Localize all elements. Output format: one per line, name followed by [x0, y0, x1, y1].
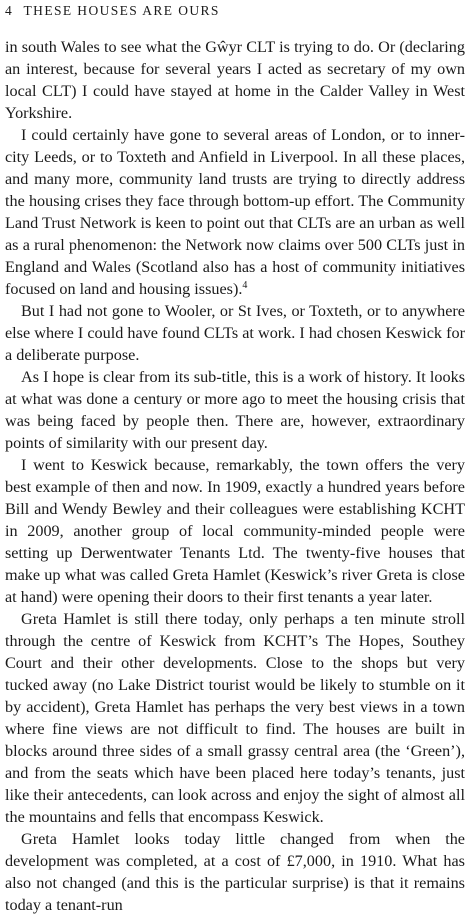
- paragraph-7: [5, 828, 465, 916]
- footnote-marker[interactable]: 4: [242, 280, 248, 291]
- paragraph-7-text: Greta Hamlet looks today little changed from when the development was completed, at a cost of £7,000, in 1910. What has also not changed (and this is the particular surprise) is that it remains today a tenant-run: [5, 830, 465, 914]
- paragraph-2: [5, 124, 465, 300]
- paragraph-4-text: As I hope is clear from its sub-title, this is a work of history. It looks at what was done a century or more ago to meet the housing crisis that was being faced by people then. There are, however, extraordinary points of similarity with our present day.: [5, 368, 465, 452]
- body-text: [5, 36, 465, 916]
- paragraph-6-text: Greta Hamlet is still there today, only perhaps a ten minute stroll through the centre of Keswick from KCHT’s The Hopes, Southey Court and their other developments. Close to the shops but very tucked away (no Lake District tourist would be likely to stumble on it by accident), Greta Hamlet has perhaps the very best views in a town where fine views are not difficult to find. The houses are built in blocks around three sides of a small grassy central area (the ‘Green’), and from the seats which have been placed here today’s tenants, just like their antecedents, can look across and enjoy the sight of almost all the mountains and fells that encompass Keswick.: [5, 610, 465, 826]
- paragraph-5: [5, 454, 465, 608]
- paragraph-3: [5, 300, 465, 366]
- paragraph-5-text: I went to Keswick because, remarkably, the town offers the very best example of then and now. In 1909, exactly a hundred years before Bill and Wendy Bewley and their colleagues were establishing KCHT in 2009, another group of local community-minded people were setting up Derwentwater Tenants Ltd. The twenty-five houses that make up what was called Greta Hamlet (Keswick’s river Greta is close at hand) were opening their doors to their first tenants a year later.: [5, 456, 465, 606]
- paragraph-1-text: in south Wales to see what the Gŵyr CLT is trying to do. Or (declaring an interest, because for several years I acted as secretary of my own local CLT) I could have stayed at home in the Calder Valley in West Yorkshire.: [5, 38, 465, 122]
- book-page: [5, 0, 465, 914]
- paragraph-6: [5, 608, 465, 828]
- paragraph-2-text: I could certainly have gone to several areas of London, or to inner-city Leeds, or to Toxteth and Anfield in Liverpool. In all these places, and many more, community land trusts are trying to directly address the housing crises they face through bottom-up effort. The Community Land Trust Network is keen to point out that CLTs are an urban as well as a rural phenomenon: the Network now claims over 500 CLTs just in England and Wales (Scotland also has a host of community initiatives focused on land and housing issues).: [5, 126, 465, 298]
- paragraph-4: [5, 366, 465, 454]
- paragraph-3-text: But I had not gone to Wooler, or St Ives, or Toxteth, or to anywhere else where I could have found CLTs at work. I had chosen Keswick for a deliberate purpose.: [5, 302, 465, 364]
- running-title: THESE HOUSES ARE OURS: [23, 3, 220, 18]
- page-number: 4: [5, 3, 14, 18]
- paragraph-1: [5, 36, 465, 124]
- running-head: [5, 0, 465, 22]
